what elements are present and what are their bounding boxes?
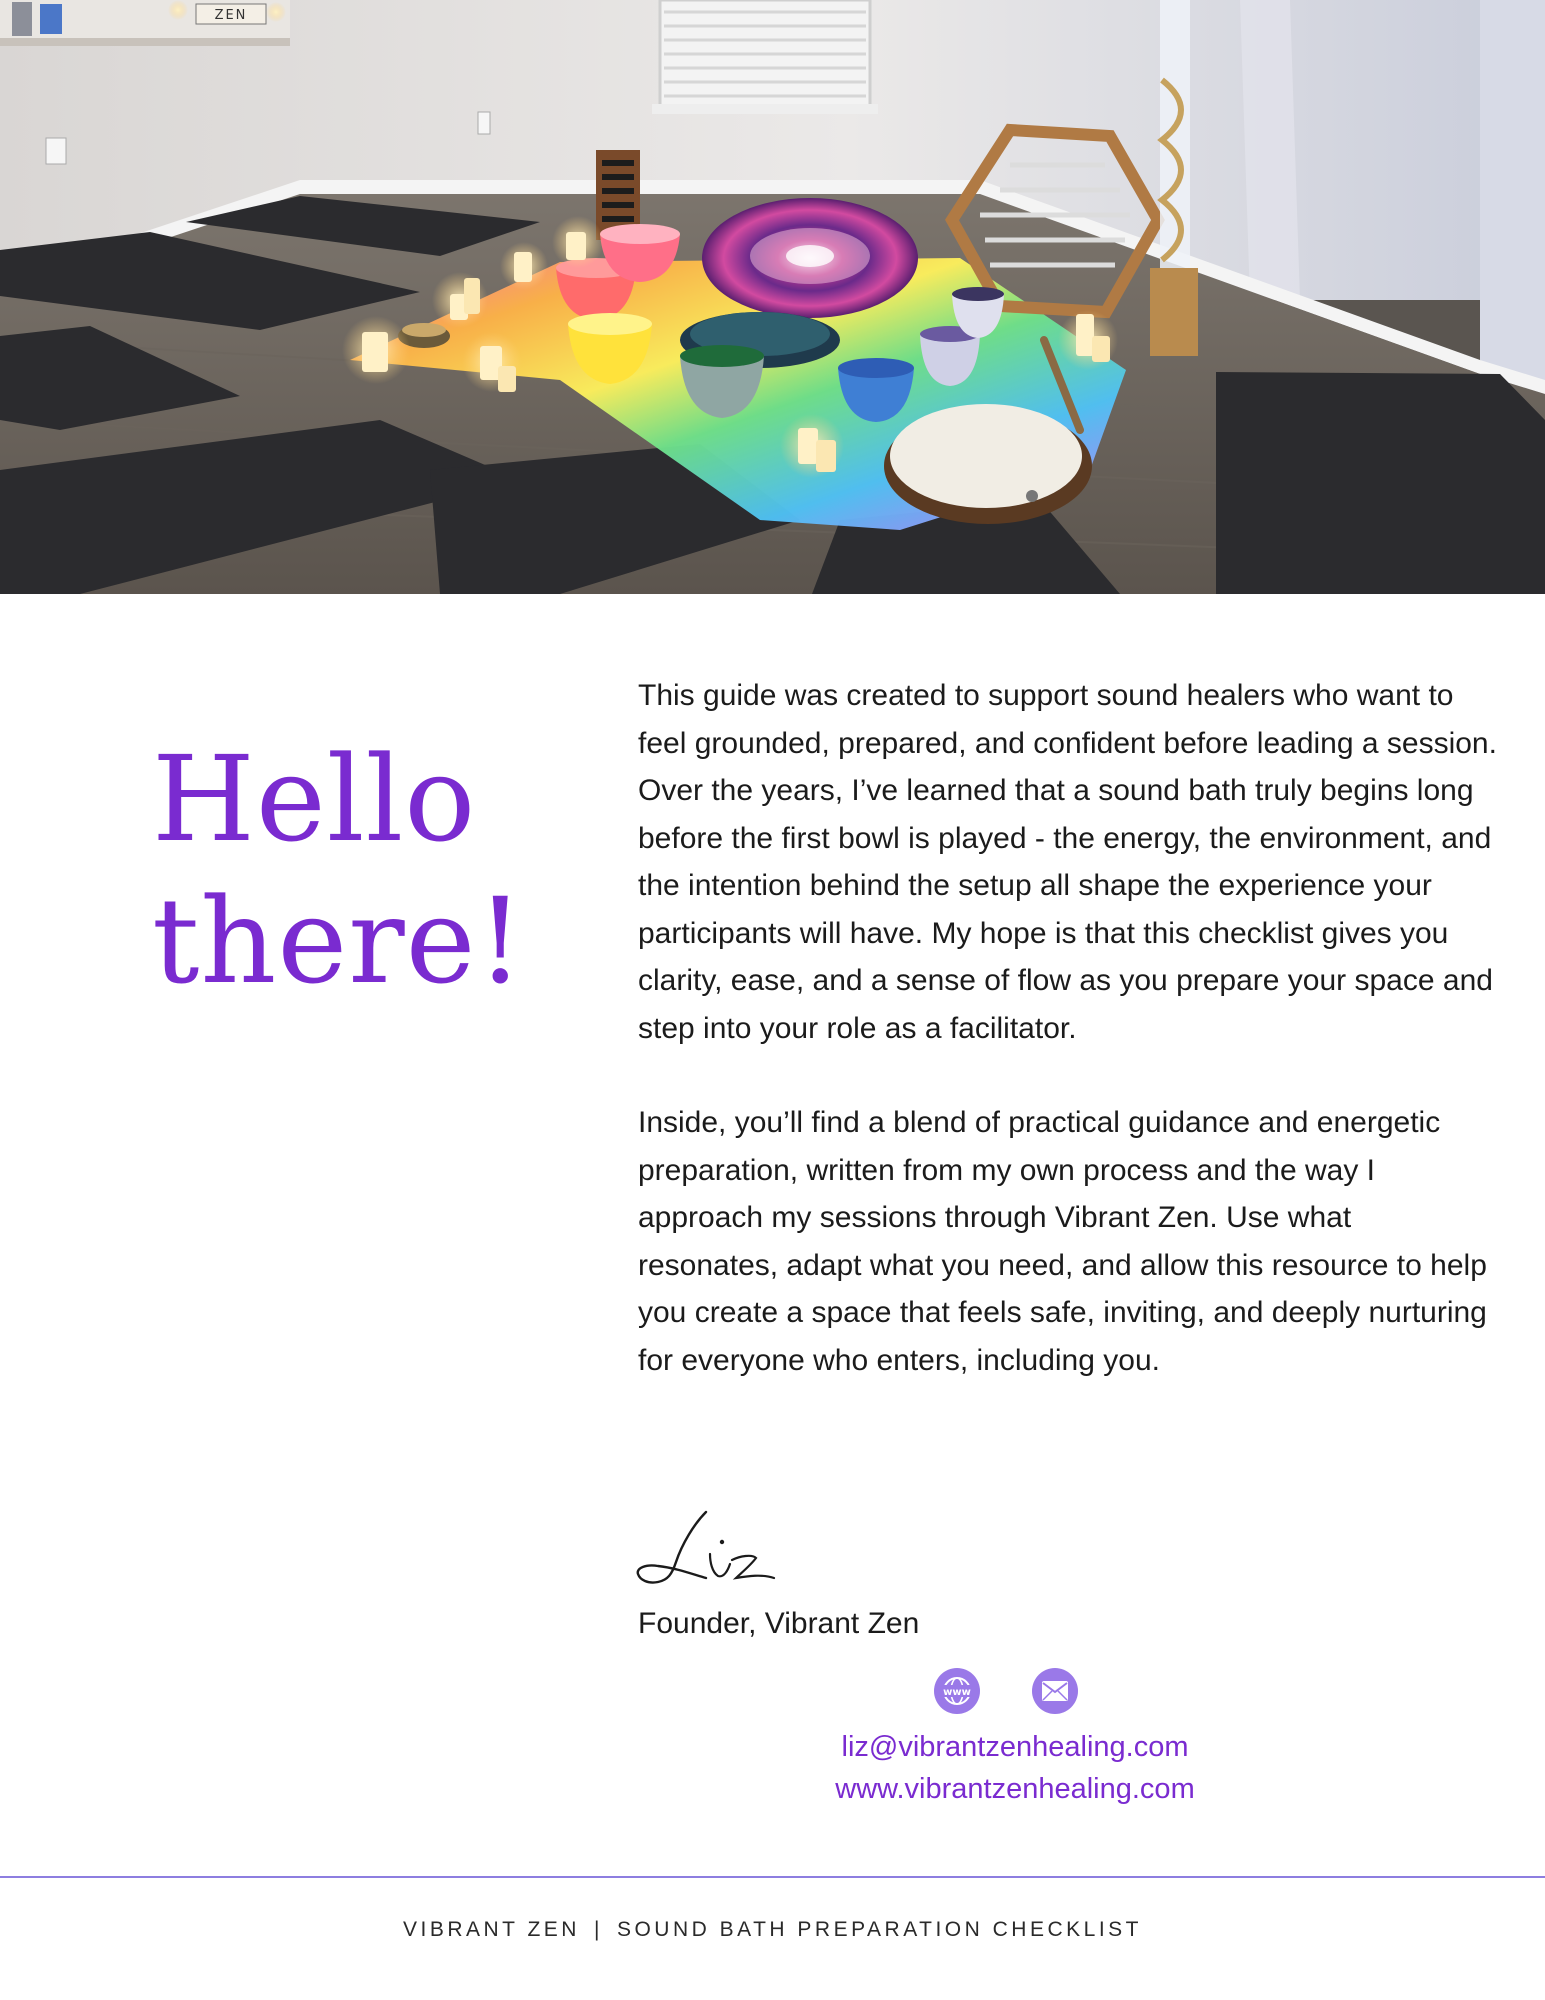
shelf-sign-text: ZEN xyxy=(214,8,248,23)
website-link[interactable]: www.vibrantzenhealing.com xyxy=(835,1773,1195,1805)
founder-title: Founder, Vibrant Zen xyxy=(638,1607,920,1640)
heading-line-2: there! xyxy=(152,872,525,1010)
email-link[interactable]: liz@vibrantzenhealing.com xyxy=(841,1731,1189,1763)
footer-separator: | xyxy=(593,1918,603,1941)
contact-icons xyxy=(934,1668,1084,1716)
footer-doc-title: SOUND BATH PREPARATION CHECKLIST xyxy=(616,1918,1142,1941)
hero-photo xyxy=(0,0,1545,594)
envelope-icon[interactable] xyxy=(1032,1668,1078,1714)
hello-heading xyxy=(152,728,572,1012)
heading-line-1: Hello xyxy=(152,730,477,868)
intro-paragraph-1: This guide was created to support sound healers who want to feel grounded, prepared, and confident before leading a session. Over the years, I’ve learned that a sound bath truly begins long before the first bowl is played - the energy, the environment, and the intention behind the setup all shape the experience your participants will have. My hope is that this checklist gives you clarity, ease, and a sense of flow as you prepare your space and step into your role as a facilitator. xyxy=(638,679,1497,1045)
footer-divider xyxy=(0,1876,1545,1878)
intro-text xyxy=(638,672,1498,1384)
signature-liz xyxy=(636,1504,806,1594)
footer xyxy=(0,1918,1545,1942)
www-icon-label: www xyxy=(943,1687,971,1698)
globe-www-icon[interactable] xyxy=(934,1668,980,1714)
intro-paragraph-2: Inside, you’ll find a blend of practical guidance and energetic preparation, written from my own process and the way I approach my sessions through Vibrant Zen. Use what resonates, adapt what you need, and allow this resource to help you create a space that feels safe, inviting, and deeply nurturing for everyone who enters, including you. xyxy=(638,1106,1487,1377)
contact-details xyxy=(780,1726,1250,1810)
footer-brand: VIBRANT ZEN xyxy=(403,1918,580,1941)
